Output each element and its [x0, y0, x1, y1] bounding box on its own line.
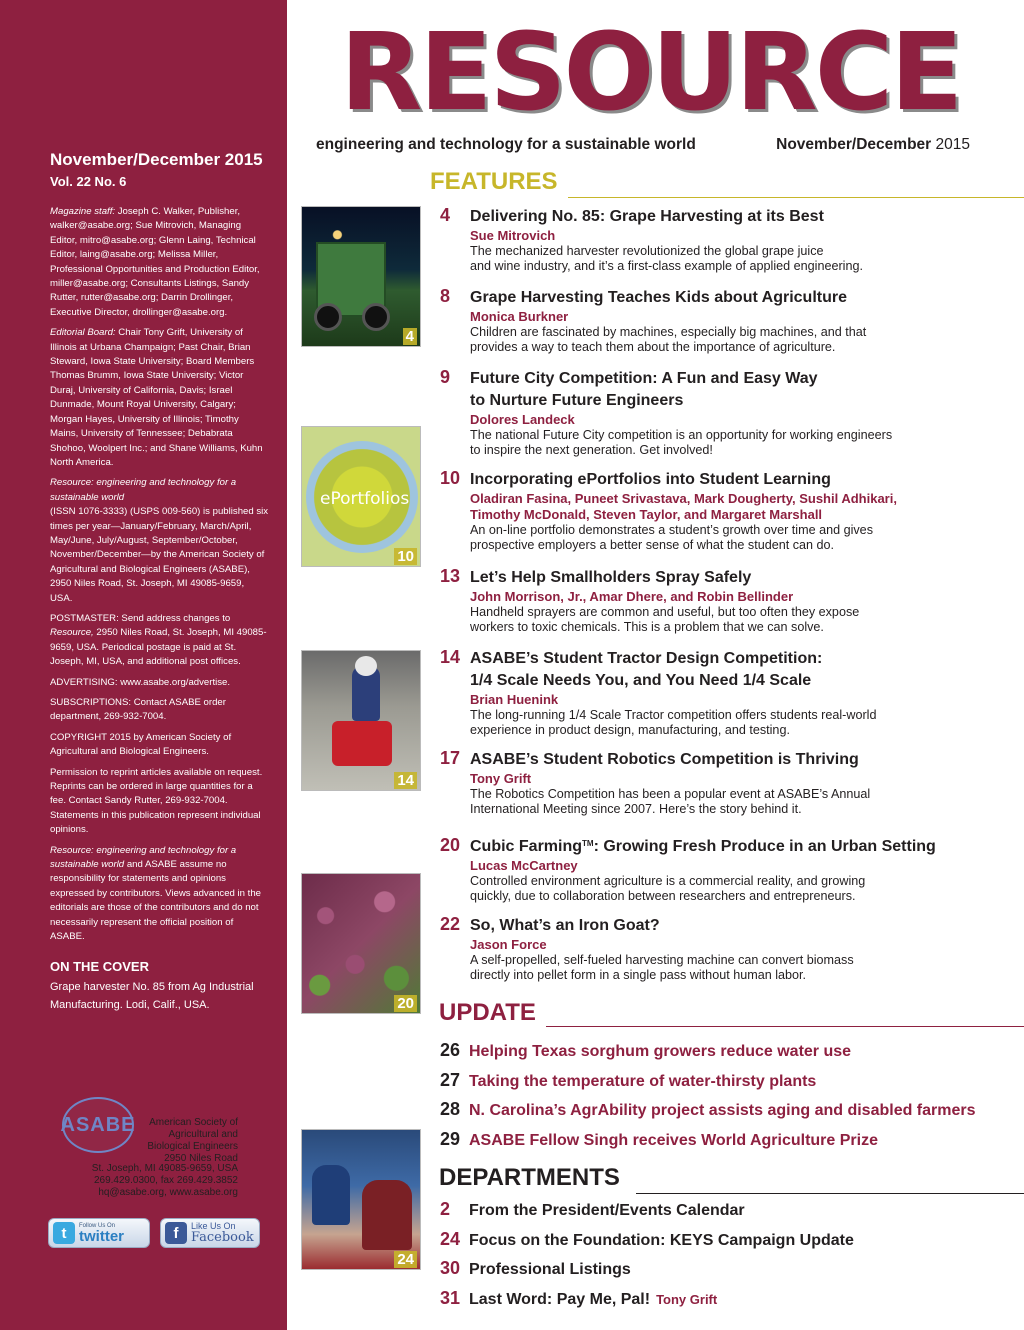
update-title[interactable]: N. Carolina’s AgrAbility project assists aging and disabled farmers [469, 1102, 976, 1119]
department-author: Tony Grift [656, 1292, 718, 1307]
feature-description: to inspire the next generation. Get involved! [470, 443, 713, 458]
feature-description: quickly, due to collaboration between researchers and entrepreneurs. [470, 889, 856, 904]
disclaimer-label: Resource: engineering and technology for a sustainable world [50, 844, 237, 871]
cover-heading: ON THE COVER [50, 958, 149, 974]
feature-description: experience in product design, manufacturing, and testing. [470, 723, 790, 738]
departments-heading: DEPARTMENTS [439, 1164, 620, 1191]
department-title[interactable]: Focus on the Foundation: KEYS Campaign Update [469, 1232, 854, 1249]
feature-page-number: 8 [440, 286, 451, 306]
feature-title[interactable]: ASABE’s Student Robotics Competition is Thriving [470, 751, 859, 768]
feature-title[interactable]: Let’s Help Smallholders Spray Safely [470, 569, 752, 586]
feature-page-number: 14 [440, 647, 461, 667]
feature-author: Lucas McCartney [470, 858, 578, 873]
photo-page-number: 10 [394, 548, 417, 565]
feature-item[interactable] [440, 566, 1020, 636]
feature-author: John Morrison, Jr., Amar Dhere, and Robin Bellinder [470, 589, 794, 604]
feature-item[interactable] [440, 647, 1020, 739]
feature-item[interactable] [440, 286, 1020, 356]
feature-title[interactable]: So, What’s an Iron Goat? [470, 917, 660, 934]
helmet-shape [355, 656, 377, 676]
update-item[interactable] [440, 1099, 976, 1120]
wheel-shape [314, 303, 342, 331]
masthead-title: RESOURCE [340, 11, 961, 135]
feature-title-line [440, 205, 1020, 228]
issue-volume: Vol. 22 No. 6 [50, 174, 127, 189]
feature-author: Oladiran Fasina, Puneet Srivastava, Mark Dougherty, Sushil Adhikari, [470, 491, 897, 506]
features-heading: FEATURES [430, 168, 558, 195]
publication-paragraph [50, 476, 269, 606]
permission-paragraph: Permission to reprint articles available on request. Reprints can be ordered in large quantities for a fee. Contact Sandy Rutter, 269-932-7004. Statements in this publication represent individual opinions. [50, 766, 263, 836]
asabe-logo: ASABE [62, 1097, 134, 1153]
update-title[interactable]: Helping Texas sorghum growers reduce water use [469, 1043, 852, 1060]
staff-paragraph [50, 205, 269, 320]
feature-description: International Meeting since 2007. Here’s the story behind it. [470, 802, 802, 817]
feature-description: A self-propelled, self-fueled harvesting machine can convert biomass [470, 953, 854, 967]
department-page-number: 24 [440, 1229, 461, 1249]
masthead-month: November/December [776, 136, 932, 153]
update-heading: UPDATE [439, 999, 536, 1026]
feature-photo-plants[interactable] [301, 873, 421, 1014]
feature-photo-eportfolios[interactable] [301, 426, 421, 567]
feature-title-line [440, 914, 1020, 937]
feature-title-part: Cubic Farming [470, 838, 583, 855]
department-item[interactable] [440, 1258, 631, 1279]
feature-title[interactable]: Grape Harvesting Teaches Kids about Agriculture [470, 289, 847, 306]
feature-item[interactable] [440, 205, 1020, 275]
masthead-tagline: engineering and technology for a sustainable world [316, 136, 696, 153]
feature-description: An on-line portfolio demonstrates a student’s growth over time and gives [470, 523, 873, 537]
update-page-number: 28 [440, 1099, 461, 1119]
feature-title-line [440, 367, 1020, 390]
facebook-button[interactable] [160, 1218, 260, 1248]
advertising-paragraph: ADVERTISING: www.asabe.org/advertise. [50, 676, 231, 688]
issue-date: November/December 2015 [50, 150, 263, 169]
twitter-icon: t [53, 1222, 75, 1244]
postmaster-post: 2950 Niles Road, St. Joseph, MI 49085-9659, USA. Periodical postage is paid at St. Joseph, MI, USA, and additional post offices. [50, 627, 267, 668]
masthead-date [776, 136, 970, 154]
feature-title-line [440, 566, 1020, 589]
feature-title-continued[interactable]: to Nurture Future Engineers [470, 392, 684, 409]
feature-title[interactable]: Delivering No. 85: Grape Harvesting at its Best [470, 208, 824, 225]
asabe-line: Biological Engineers [147, 1141, 238, 1152]
feature-title-line [440, 833, 1020, 858]
photo-page-number: 14 [394, 772, 417, 789]
person-shape [312, 1165, 350, 1225]
feature-item[interactable] [440, 748, 1020, 818]
board-paragraph [50, 326, 269, 470]
feature-title-line [440, 647, 1020, 670]
twitter-big-text: twitter [79, 1227, 124, 1245]
department-item[interactable] [440, 1288, 717, 1309]
feature-description: The national Future City competition is an opportunity for working engineers [470, 428, 893, 442]
asabe-contact-block [50, 1095, 250, 1205]
facebook-icon: f [165, 1222, 187, 1244]
cover-text: Grape harvester No. 85 from Ag Industrial Manufacturing. Lodi, Calif., USA. [50, 980, 254, 1011]
feature-author: Dolores Landeck [470, 412, 575, 427]
feature-title-line [440, 468, 1020, 491]
disclaimer-text: and ASABE assume no responsibility for statements and opinions expressed by contributors. Views advanced in the editorials are those of the contributors and do not necessarily represent the official position of ASABE. [50, 859, 262, 943]
feature-page-number: 22 [440, 914, 461, 934]
asabe-line: Agricultural and [168, 1129, 238, 1140]
feature-page-number: 17 [440, 748, 461, 768]
feature-description: Handheld sprayers are common and useful, but too often they expose [470, 605, 860, 619]
feature-author: Monica Burkner [470, 309, 569, 324]
photo-page-number: 4 [403, 328, 417, 345]
feature-title-line [440, 748, 1020, 771]
features-divider [568, 197, 1024, 198]
update-page-number: 29 [440, 1129, 461, 1149]
departments-divider [636, 1193, 1024, 1194]
feature-page-number: 10 [440, 468, 461, 488]
feature-author: Tony Grift [470, 771, 532, 786]
feature-author: Sue Mitrovich [470, 228, 556, 243]
asabe-line: hq@asabe.org, www.asabe.org [98, 1187, 238, 1198]
feature-item[interactable] [440, 914, 1020, 984]
board-label: Editorial Board: [50, 327, 116, 339]
twitter-text [79, 1223, 124, 1244]
postmaster-italic: Resource, [50, 627, 94, 639]
facebook-text [191, 1222, 254, 1244]
department-title[interactable]: Last Word: Pay Me, Pal! [469, 1291, 651, 1308]
twitter-small-text: Follow Us On [79, 1222, 116, 1229]
feature-description: provides a way to teach them about the importance of agriculture. [470, 340, 836, 355]
department-page-number: 30 [440, 1258, 461, 1278]
feature-item[interactable] [440, 833, 1020, 905]
feature-page-number: 20 [440, 835, 461, 855]
feature-title-part: : Growing Fresh Produce in an Urban Setting [593, 838, 936, 855]
feature-description: The mechanized harvester revolutionized the global grape juice [470, 244, 824, 258]
board-text: Chair Tony Grift, University of Illinois at Urbana Champaign; Past Chair, Brian Steward, Iowa State University; Board Members Thomas Brumm, Iowa State University; Victor Duraj, University of California, Davis; Israel Dunmade, Mount Royal University, Calgary; Morgan Hayes, University of Illinois; Timothy Mains, University of Tennessee; Debabrata Shohoo, Woolpert Inc.; and Shane Williams, Kuhn North America. [50, 327, 263, 468]
department-item[interactable] [440, 1199, 745, 1220]
department-title[interactable]: Professional Listings [469, 1261, 631, 1278]
asabe-line: 2950 Niles Road [164, 1153, 238, 1164]
person-shape [362, 1180, 412, 1250]
feature-author: Jason Force [470, 937, 547, 952]
feature-title-line [440, 286, 1020, 309]
staff-label: Magazine staff: [50, 206, 116, 217]
department-title[interactable]: From the President/Events Calendar [469, 1202, 745, 1219]
feature-description: and wine industry, and it’s a first-class example of applied engineering. [470, 259, 863, 274]
feature-author: Brian Huenink [470, 692, 559, 707]
update-item[interactable] [440, 1040, 851, 1061]
facebook-small-text: Like Us On [191, 1221, 236, 1231]
update-page-number: 26 [440, 1040, 461, 1060]
update-item[interactable] [440, 1129, 878, 1150]
feature-description: Children are fascinated by machines, especially big machines, and that [470, 325, 867, 339]
trademark-mark: TM [582, 839, 594, 848]
feature-description: prospective employers a better sense of what the student can do. [470, 538, 835, 553]
update-item[interactable] [440, 1070, 816, 1091]
subscriptions-paragraph: SUBSCRIPTIONS: Contact ASABE order department, 269-932-7004. [50, 697, 226, 723]
asabe-line: American Society of [149, 1117, 238, 1128]
tractor-shape [332, 721, 392, 766]
photo-page-number: 24 [394, 1251, 417, 1268]
twitter-button[interactable] [48, 1218, 150, 1248]
feature-photo-grape-harvester[interactable] [301, 206, 421, 347]
feature-description: The long-running 1/4 Scale Tractor competition offers students real-world [470, 708, 877, 722]
asabe-address [78, 1117, 238, 1165]
asabe-contact [48, 1163, 238, 1199]
feature-description: The Robotics Competition has been a popular event at ASABE’s Annual [470, 787, 871, 801]
staff-text: Joseph C. Walker, Publisher, walker@asabe.org; Sue Mitrovich, Managing Editor, mitro@asabe.org; Glenn Laing, Technical Editor, laing@asabe.org; Melissa Miller, Professional Opportunities and Production Editor, miller@asabe.org; Consultants Listings, Sandy Rutter, rutter@asabe.org; Darrin Drollinger, Executive Director, drollinger@asabe.org. [50, 206, 260, 318]
photo-page-number: 20 [394, 995, 417, 1012]
feature-page-number: 4 [440, 205, 451, 225]
publication-label: Resource: engineering and technology for a sustainable world [50, 477, 237, 503]
disclaimer-paragraph [50, 844, 269, 945]
feature-photo-tractor[interactable] [301, 650, 421, 791]
update-title[interactable]: Taking the temperature of water-thirsty plants [469, 1073, 817, 1090]
feature-item[interactable] [440, 468, 1020, 554]
update-title[interactable]: ASABE Fellow Singh receives World Agriculture Prize [469, 1132, 878, 1149]
postmaster-pre: POSTMASTER: Send address changes to [50, 612, 231, 624]
publication-text: (ISSN 1076-3333) (USPS 009-560) is published six times per year—January/February, March/April, May/June, July/August, September/October, November/December—by the American Society of Agricultural and Biological Engineers (ASABE), 2950 Niles Road, St. Joseph, MI 49085-9659, USA. [50, 506, 269, 604]
facebook-big-text: Facebook [191, 1230, 254, 1245]
asabe-line: 269.429.0300, fax 269.429.3852 [93, 1175, 238, 1186]
feature-title-continued[interactable]: 1/4 Scale Needs You, and You Need 1/4 Scale [470, 672, 812, 689]
eportfolio-label: ePortfolios [320, 489, 410, 509]
feature-title[interactable] [470, 833, 936, 858]
feature-description: directly into pellet form in a single pass without human labor. [470, 968, 807, 983]
feature-description: workers to toxic chemicals. This is a problem that we can solve. [470, 620, 824, 635]
feature-title[interactable]: Future City Competition: A Fun and Easy Way [470, 370, 818, 387]
masthead-year: 2015 [935, 136, 970, 153]
department-page-number: 31 [440, 1288, 461, 1308]
department-item[interactable] [440, 1229, 854, 1250]
feature-author-continued: Timothy McDonald, Steven Taylor, and Margaret Marshall [470, 507, 823, 522]
department-page-number: 2 [440, 1199, 451, 1219]
feature-page-number: 9 [440, 367, 451, 387]
feature-photo-students[interactable] [301, 1129, 421, 1270]
feature-description: Controlled environment agriculture is a commercial reality, and growing [470, 874, 866, 888]
feature-page-number: 13 [440, 566, 461, 586]
update-page-number: 27 [440, 1070, 461, 1090]
wheel-shape [362, 303, 390, 331]
asabe-line: St. Joseph, MI 49085-9659, USA [91, 1163, 238, 1174]
postmaster-paragraph [50, 612, 269, 670]
feature-title[interactable]: Incorporating ePortfolios into Student Learning [470, 471, 831, 488]
update-divider [546, 1026, 1024, 1027]
feature-title[interactable]: ASABE’s Student Tractor Design Competition: [470, 650, 823, 667]
feature-item[interactable] [440, 367, 1020, 459]
copyright-paragraph: COPYRIGHT 2015 by American Society of Agricultural and Biological Engineers. [50, 731, 232, 758]
